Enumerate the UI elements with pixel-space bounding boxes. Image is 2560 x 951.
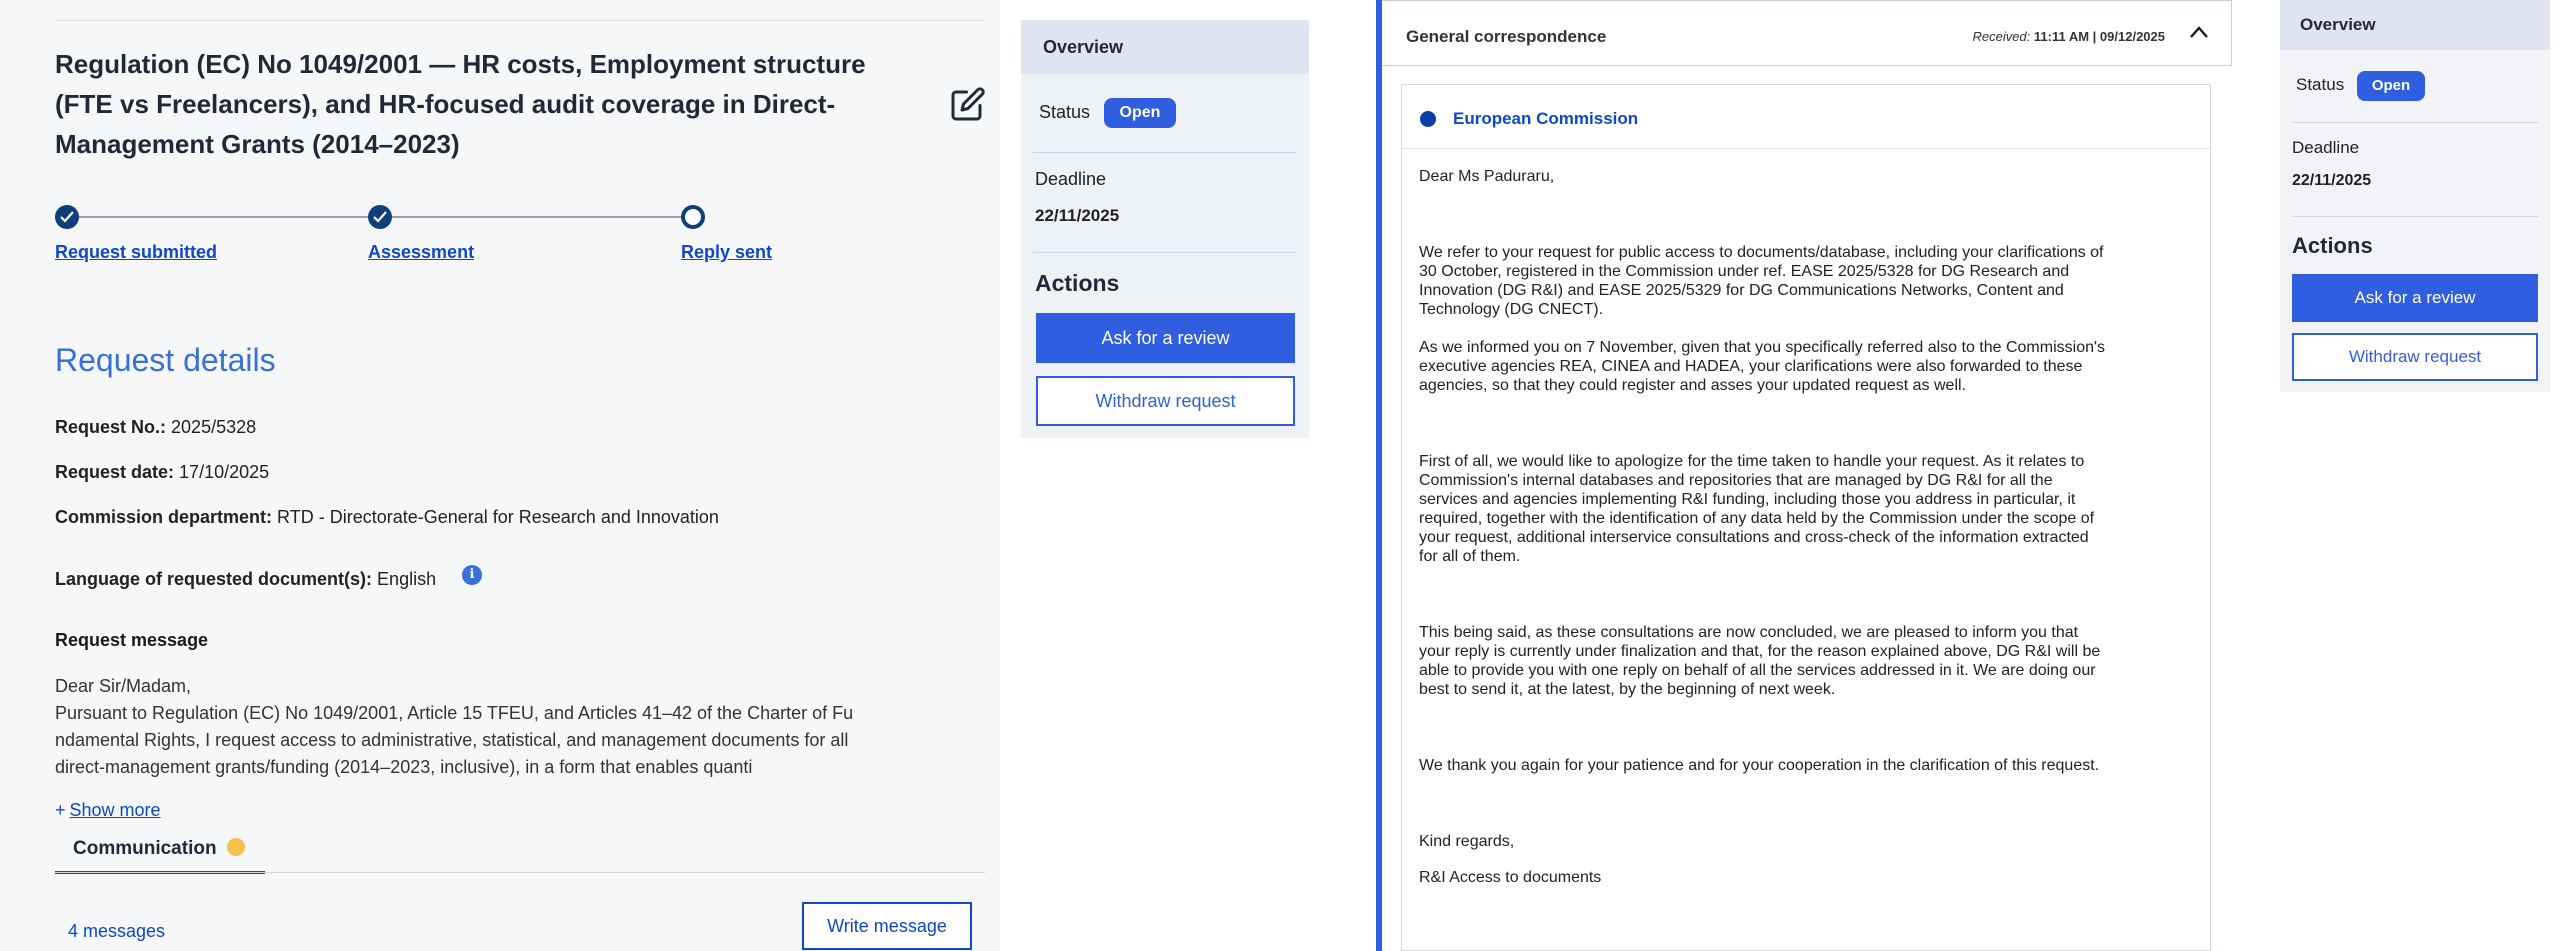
deadline-value: 22/11/2025 (1035, 206, 1120, 225)
status-label: Status (2296, 75, 2345, 94)
language-label: Language of requested document(s): (55, 569, 373, 589)
step-request-submitted[interactable]: Request submitted (55, 242, 218, 262)
message-line: ndamental Rights, I request access to administrative, statistical, and management documents for all (55, 730, 849, 750)
divider (2292, 122, 2538, 123)
progress-stepper (55, 200, 815, 270)
deadline-label: Deadline (1035, 169, 1107, 189)
ask-for-review-button[interactable]: Ask for a review (1036, 313, 1295, 363)
deadline-label: Deadline (2292, 138, 2360, 157)
department-label: Commission department: (55, 507, 273, 527)
step-reply-sent[interactable]: Reply sent (681, 242, 773, 262)
correspondence-title: General correspondence (1406, 27, 1607, 46)
received-value: 11:11 AM | 09/12/2025 (2033, 29, 2165, 44)
request-date-label: Request date: (55, 462, 175, 482)
correspondence-panel (1376, 0, 2232, 951)
letter-greeting: Dear Ms Paduraru, (1419, 168, 1555, 185)
letter-paragraph: First of all, we would like to apologize for the time taken to handle your request. As it relates to Commission's internal databases and repositories that are managed by DG R&I for all the services and agencies implementing R&I funding, including those you address in particular, it required, together with the identification of any data held by the Commission under the scope of your request, additional interservice consultations and cross-check of the information extracted for all of them. (1419, 453, 2095, 565)
pending-step-icon (681, 205, 705, 229)
request-no-label: Request No.: (55, 417, 167, 437)
request-date-field (55, 462, 269, 483)
status-label: Status (1039, 102, 1091, 122)
letter-sender-row (1402, 85, 2210, 149)
message-line: direct-management grants/funding (2014–2023, inclusive), in a form that enables quanti (55, 757, 753, 777)
correspondence-header[interactable] (1382, 0, 2232, 66)
step-assessment[interactable]: Assessment (368, 242, 475, 262)
actions-heading: Actions (1035, 270, 1120, 296)
language-field (55, 569, 436, 590)
status-badge: Open (2357, 71, 2425, 101)
status-badge: Open (1104, 98, 1176, 128)
request-panel (0, 0, 1000, 951)
letter-paragraph: This being said, as these consultations are now concluded, we are pleased to inform you that your reply is currently under finalization and that, for the reason explained above, DG R&I will be able to provide you with one reply on behalf of all the services addressed in it. We are doing our best to send it, at the latest, by the beginning of next week. (1419, 624, 2101, 698)
divider (55, 872, 985, 873)
show-more-link[interactable] (55, 800, 161, 821)
department-value: RTD - Directorate-General for Research and Innovation (277, 507, 719, 527)
overview-card-secondary (2280, 0, 2550, 392)
request-message-heading: Request message (55, 630, 209, 650)
show-more-label: Show more (69, 800, 161, 820)
write-message-button[interactable]: Write message (802, 902, 972, 950)
letter-closing: Kind regards, (1419, 833, 1515, 850)
check-icon (55, 205, 79, 229)
divider (2292, 216, 2538, 217)
step-connector (380, 216, 693, 218)
request-no-field (55, 417, 256, 438)
letter-card (1401, 84, 2211, 951)
overview-heading: Overview (1021, 20, 1309, 74)
letter-sender: European Commission (1453, 109, 1639, 128)
request-message-text (55, 673, 875, 781)
withdraw-request-button[interactable]: Withdraw request (2292, 333, 2538, 381)
accent-bar (1376, 0, 1382, 951)
divider (1033, 252, 1297, 253)
request-no-value: 2025/5328 (171, 417, 257, 437)
notification-dot-icon (227, 838, 245, 856)
overview-card (1021, 20, 1309, 438)
overview-heading: Overview (2280, 0, 2550, 50)
message-line: Pursuant to Regulation (EC) No 1049/2001, Article 15 TFEU, and Articles 41–42 of the Charter of Fu (55, 703, 854, 723)
letter-paragraph: We thank you again for your patience and for your cooperation in the clarification of this request. (1419, 757, 2100, 774)
edit-icon[interactable] (950, 86, 986, 122)
check-icon (368, 205, 392, 229)
step-connector (67, 216, 380, 218)
tab-communication[interactable] (55, 832, 265, 874)
tab-communication-label: Communication (73, 838, 217, 859)
received-label: Received: (1972, 29, 2031, 44)
divider (55, 20, 985, 21)
withdraw-request-button[interactable]: Withdraw request (1036, 376, 1295, 426)
messages-count: 4 messages (68, 921, 166, 941)
ask-for-review-button[interactable]: Ask for a review (2292, 274, 2538, 322)
divider (1033, 152, 1297, 153)
request-details-heading: Request details (55, 342, 276, 378)
plus-icon: + (55, 800, 66, 820)
actions-heading: Actions (2292, 233, 2373, 258)
letter-signature: R&I Access to documents (1419, 869, 1602, 886)
page-title: Regulation (EC) No 1049/2001 — HR costs, Employment structure (FTE vs Freelancers), and HR-focused audit coverage in Direct-Management Grants (2014–2023) (55, 49, 866, 159)
letter-paragraph: As we informed you on 7 November, given that you specifically referred also to the Commission's executive agencies REA, CINEA and HADEA, your clarifications were also forwarded to these agencies, so that they could register and asses your updated request as well. (1419, 339, 2106, 394)
department-field (55, 507, 719, 528)
info-icon[interactable]: i (462, 565, 482, 585)
sender-dot-icon (1420, 111, 1436, 127)
letter-body (1419, 167, 2109, 887)
deadline-value: 22/11/2025 (2292, 172, 2372, 189)
message-line: Dear Sir/Madam, (55, 676, 192, 696)
request-date-value: 17/10/2025 (179, 462, 270, 482)
chevron-up-icon[interactable] (2189, 25, 2209, 39)
letter-paragraph: We refer to your request for public access to documents/database, including your clarifications of 30 October, registered in the Commission under ref. EASE 2025/5328 for DG Research and Innovation (DG R&I) and EASE 2025/5329 for DG Communications Networks, Content and Technology (DG CNECT). (1419, 244, 2104, 318)
received-timestamp (1972, 29, 2165, 44)
language-value: English (377, 569, 437, 589)
